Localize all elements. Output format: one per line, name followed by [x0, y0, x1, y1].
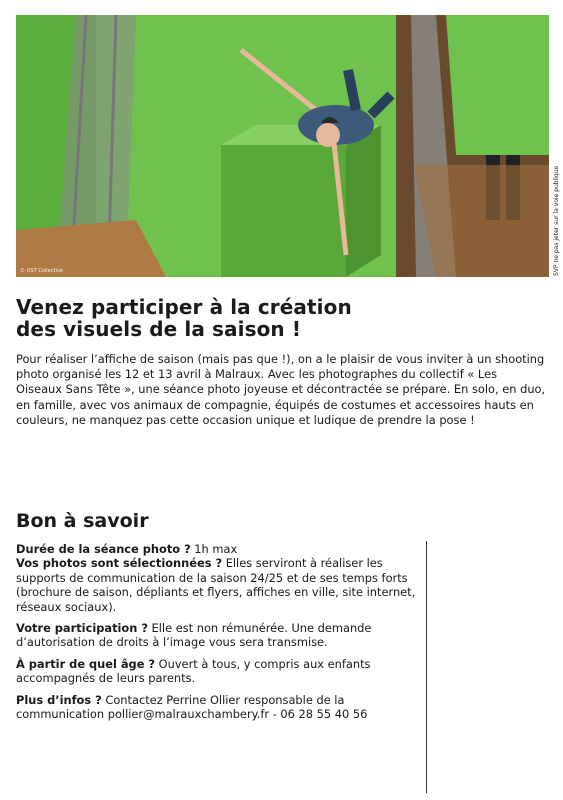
info-answer: Elles serviront à réaliser les supports de communication de la saison 24/25 et de ses temps forts (brochure de saison, dépliants et flyers, affiches en ville, site internet, réseaux sociaux). — [16, 556, 416, 614]
vertical-divider — [426, 541, 427, 793]
info-item-contact — [16, 693, 421, 722]
info-question: Plus d’infos ? — [16, 692, 102, 707]
info-item-age — [16, 657, 421, 686]
page-title-line-1: Venez participer à la création — [16, 295, 352, 319]
info-list — [16, 542, 421, 728]
info-answer: 1h max — [190, 542, 238, 556]
info-question: À partir de quel âge ? — [16, 656, 156, 671]
page-title-line-2: des visuels de la saison ! — [16, 317, 302, 341]
intro-paragraph: Pour réaliser l’affiche de saison (mais pas que !), on a le plaisir de vous inviter à un shooting photo organisé les 12 et 13 avril à Malraux. Avec les photographes du collectif « Les Oiseaux Sans Tête », une séance photo joyeuse et décontractée se prépare. En solo, en duo, en famille, avec vos animaux de compagnie, équipés de costumes et accessoires hauts en couleurs, ne manquez pas cette occasion unique et ludique de prendre la pose ! — [16, 352, 546, 427]
photo-illustration — [16, 15, 549, 277]
section-title: Bon à savoir — [16, 510, 149, 532]
info-question: Durée de la séance photo ? — [16, 542, 191, 556]
page-title — [16, 296, 536, 340]
info-question: Vos photos sont sélectionnées ? — [16, 556, 223, 571]
photo-credit: © OST Collective — [20, 268, 63, 274]
info-answer: Contactez Perrine Ollier responsable de la communication pollier@malrauxchambery.fr - 06 28 55 40 56 — [16, 692, 368, 722]
info-question: Votre participation ? — [16, 621, 148, 636]
info-answer: Elle est non rémunérée. Une demande d’autorisation de droits à l’image vous sera transmise. — [16, 621, 372, 650]
info-item-duree — [16, 542, 421, 614]
hero-photo — [16, 15, 549, 277]
info-answer: Ouvert à tous, y compris aux enfants accompagnés de leurs parents. — [16, 656, 371, 686]
info-item-participation — [16, 621, 421, 650]
disposal-note: SVP ne pas jeter sur la voie publique — [553, 165, 560, 276]
